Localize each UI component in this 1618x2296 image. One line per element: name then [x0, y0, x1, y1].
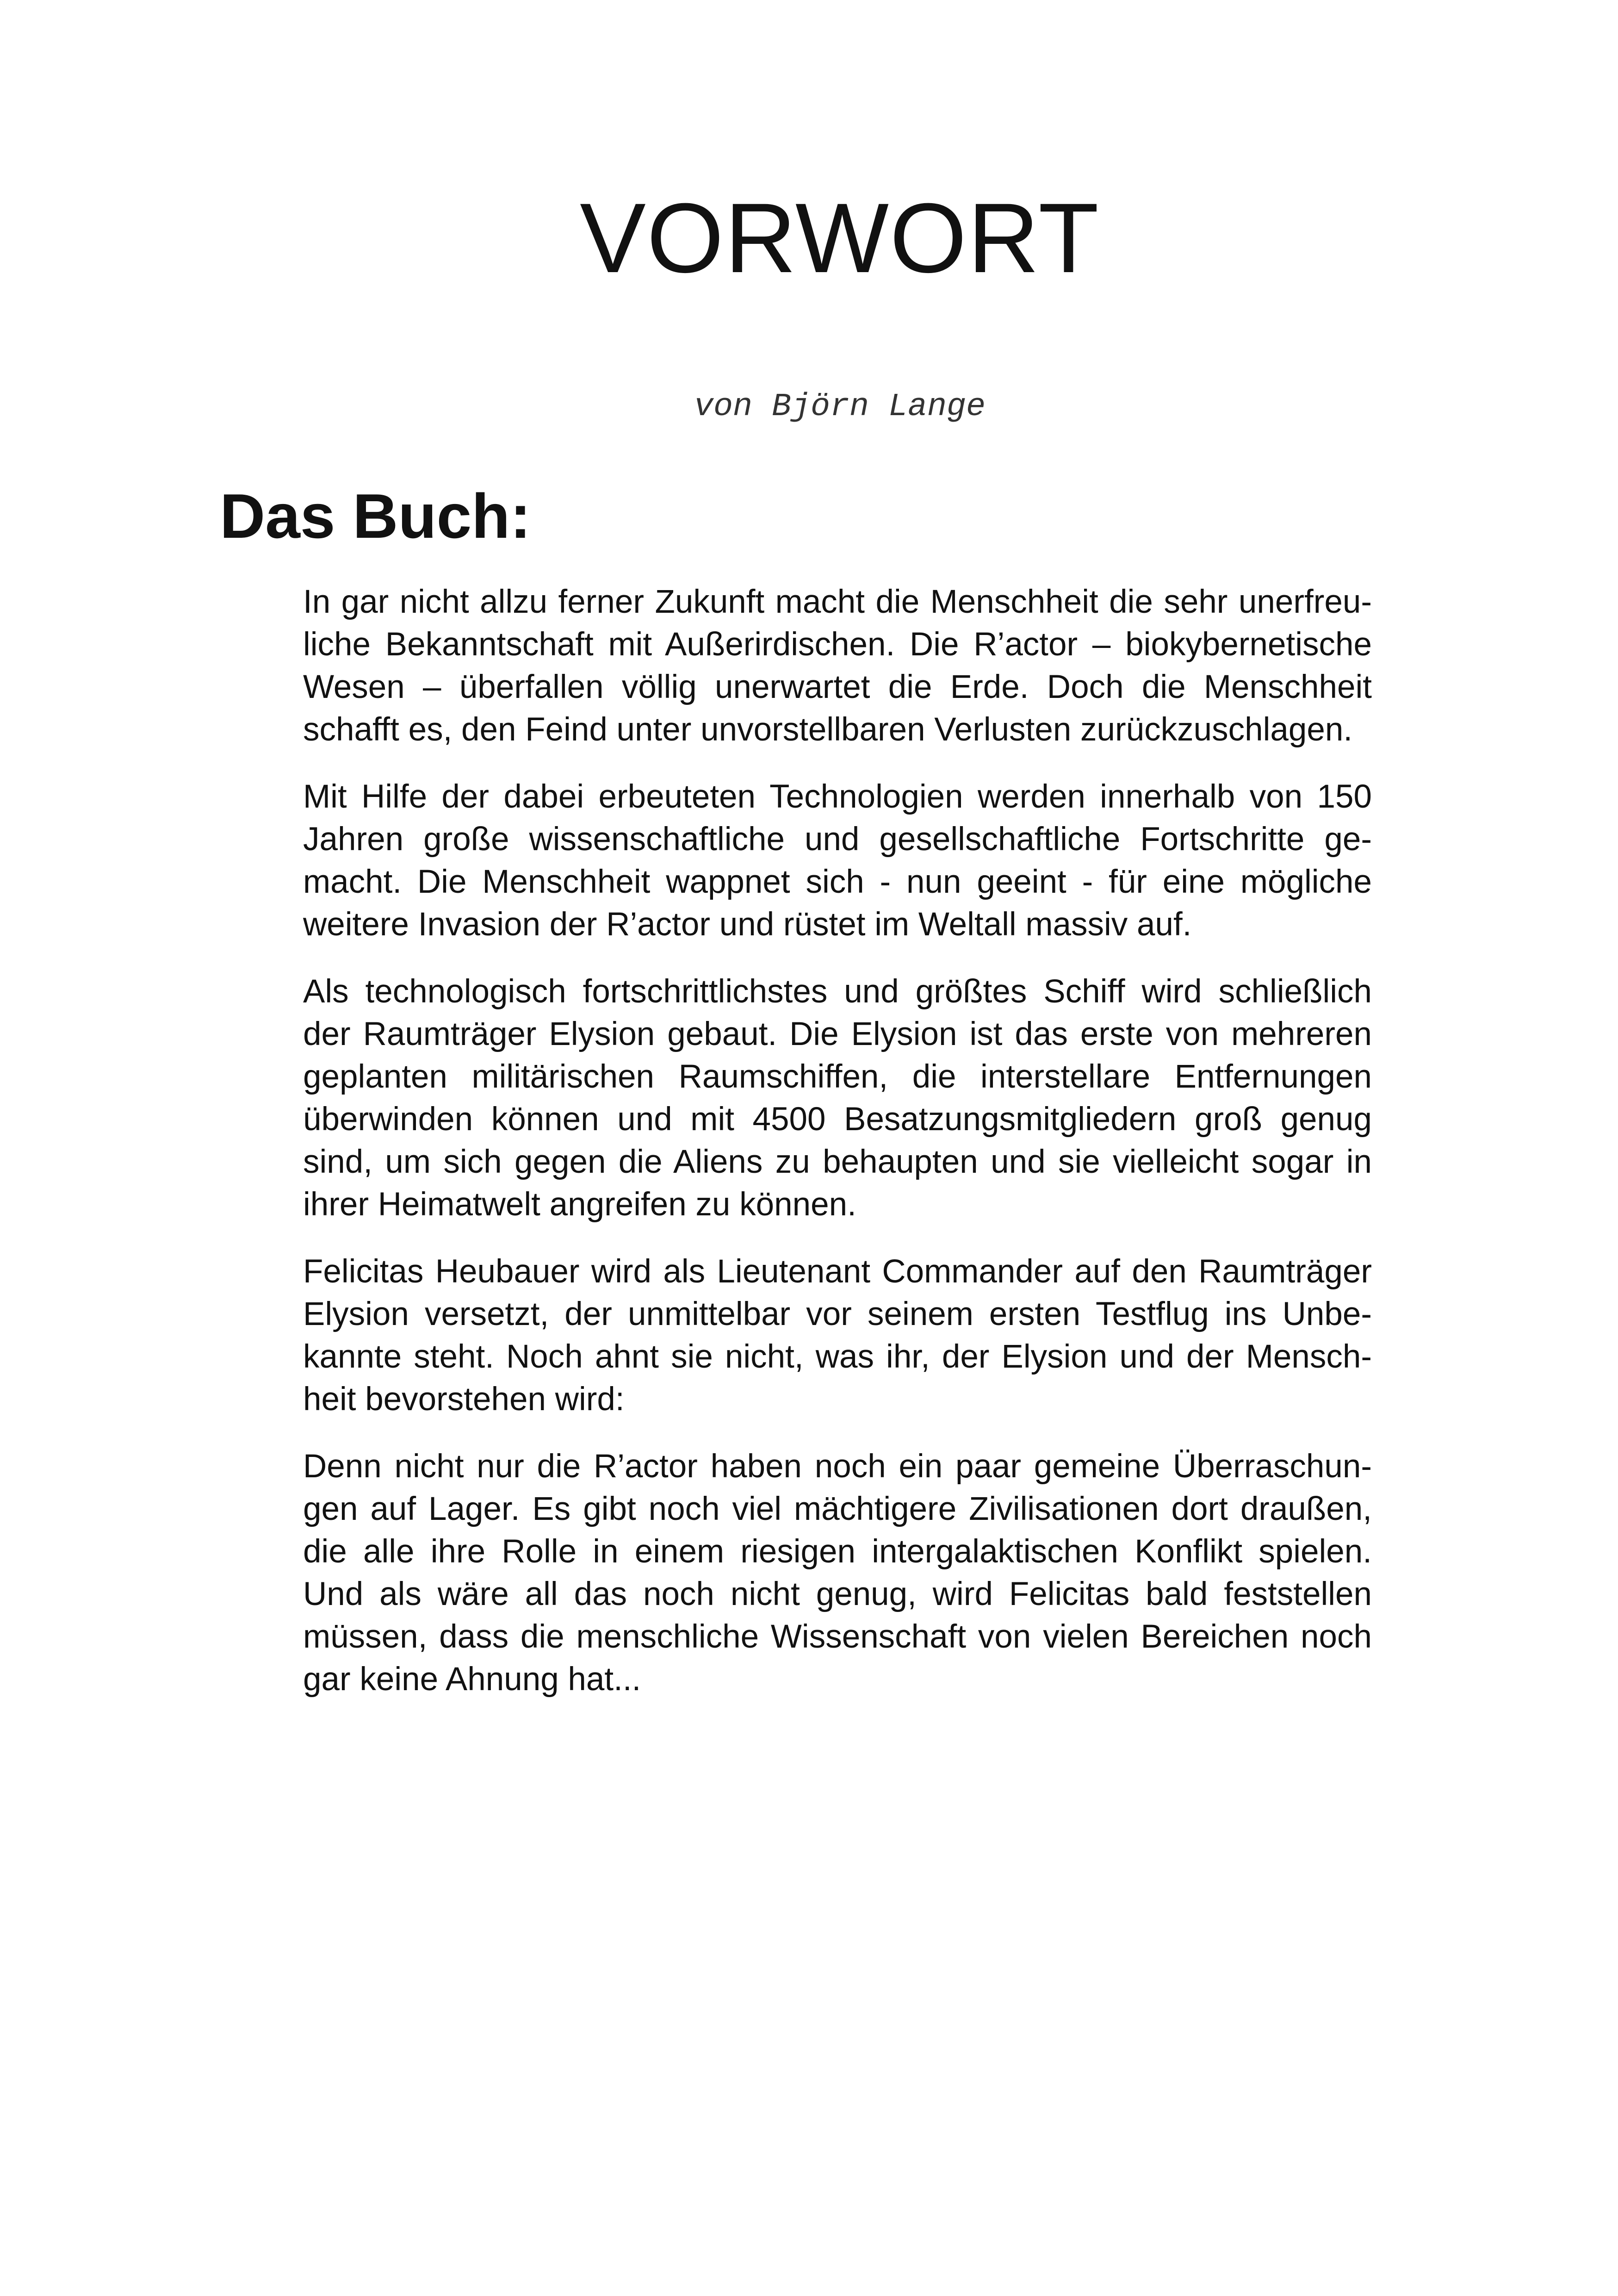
body-text [303, 581, 1372, 1725]
paragraph: Denn nicht nur die R’actor haben noch ein paar gemeine Überraschungen auf Lager. Es gibt noch viel mächtigere Zivilisationen dort draußen, die alle ihre Rolle in einem riesigen intergalaktischen Konflikt spielen. Und als wäre all das noch nicht genug, wird Felicitas bald feststellen müssen, dass die menschliche Wissenschaft von vielen Bereichen noch gar keine Ahnung hat... [303, 1448, 1372, 1698]
page-title: VORWORT [580, 183, 1100, 293]
paragraph: Als technologisch fortschrittlichstes und größtes Schiff wird schließlich der Raumträger Elysion gebaut. Die Elysion ist das erste von mehreren geplanten militärischen Raumschiffen, die interstellare Entfernungen überwinden können und mit 4500 Besatzungsmitgliedern groß genug sind, um sich gegen die Aliens zu behaupten und sie vielleicht sogar in ihrer Heimatwelt angreifen zu können. [303, 973, 1372, 1223]
paragraph: In gar nicht allzu ferner Zukunft macht die Menschheit die sehr unerfreuliche Bekanntschaft mit Außerirdischen. Die R’actor – biokybernetische Wesen – überfallen völlig unerwartet die Erde. Doch die Menschheit schafft es, den Feind unter unvorstellbaren Verlusten zurückzuschlagen. [303, 584, 1372, 748]
paragraph: Mit Hilfe der dabei erbeuteten Technologien werden innerhalb von 150 Jahren große wissenschaftliche und gesellschaftliche Fortschritte gemacht. Die Menschheit wappnet sich - nun geeint - für eine mögliche weitere Invasion der R’actor und rüstet im Weltall massiv auf. [303, 778, 1372, 943]
paragraph: Felicitas Heubauer wird als Lieutenant Commander auf den Raumträger Elysion versetzt, der unmittelbar vor seinem ersten Testflug ins Unbekannte steht. Noch ahnt sie nicht, was ihr, der Elysion und der Menschheit bevorstehen wird: [303, 1253, 1372, 1418]
author-line: von Björn Lange [694, 389, 986, 425]
section-heading: Das Buch: [220, 481, 531, 551]
